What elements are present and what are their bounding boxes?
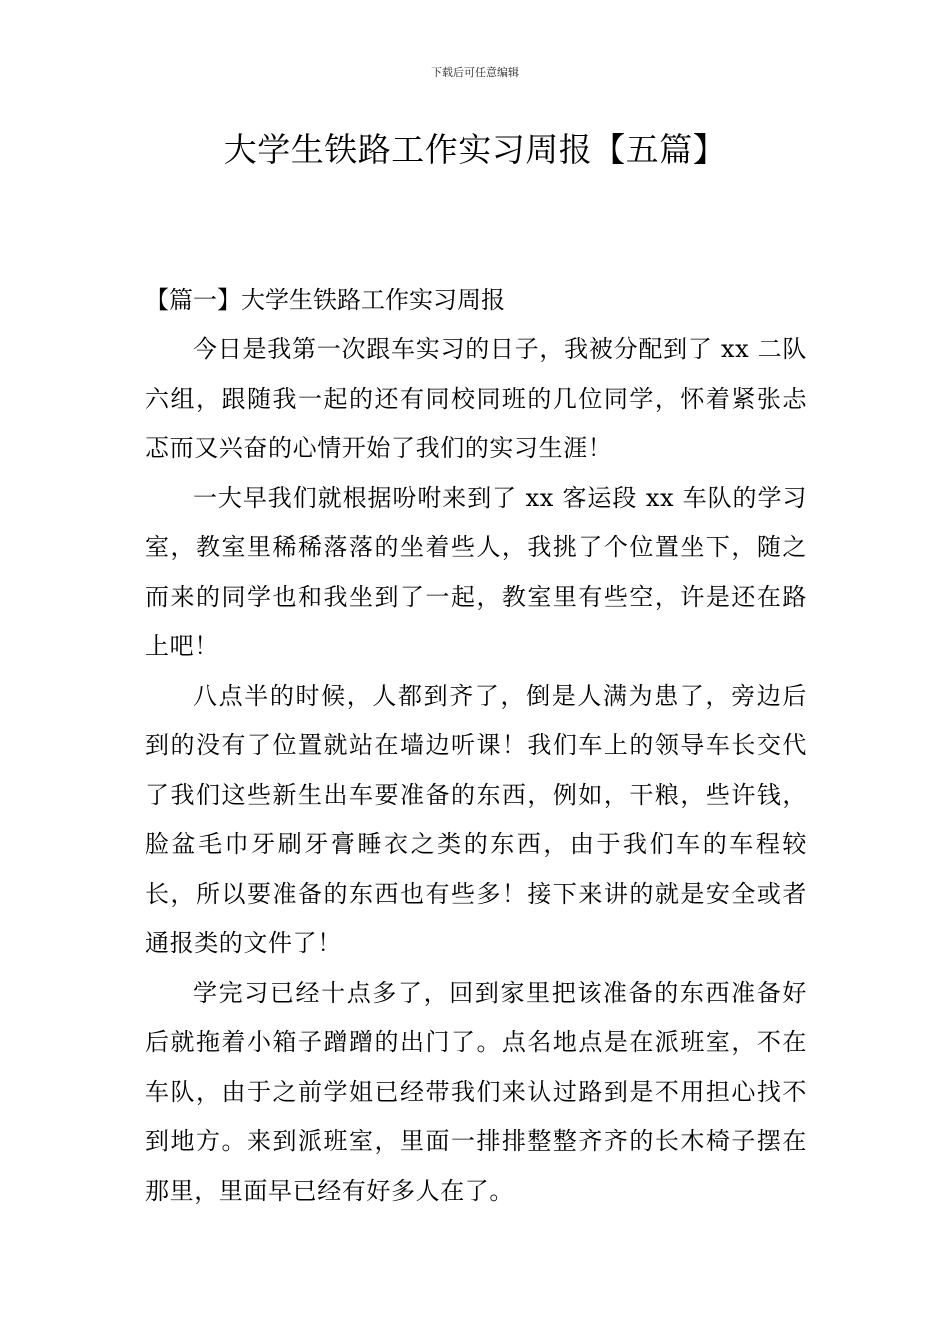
document-body — [145, 276, 807, 1216]
paragraph-3: 八点半的时候，人都到齐了，倒是人满为患了，旁边后到的没有了位置就站在墙边听课！我们车上的领导车长交代了我们这些新生出车要准备的东西，例如，干粮，些许钱，脸盆毛巾牙刷牙膏睡衣之类的东西，由于我们车的车程较长，所以要准备的东西也有些多！接下来讲的就是安全或者通报类的文件了！ — [145, 681, 807, 957]
paragraph-1: 今日是我第一次跟车实习的日子，我被分配到了 xx 二队六组，跟随我一起的还有同校同班的几位同学，怀着紧张忐忑而又兴奋的心情开始了我们的实习生涯！ — [145, 335, 807, 462]
header-note: 下载后可任意编辑 — [431, 66, 519, 79]
section-heading: 【篇一】大学生铁路工作实习周报 — [145, 286, 505, 314]
paragraph-4: 学完习已经十点多了，回到家里把该准备的东西准备好后就拖着小箱子蹭蹭的出门了。点名地点是在派班室，不在车队，由于之前学姐已经带我们来认过路到是不用担心找不到地方。来到派班室，里面一排排整整齐齐的长木椅子摆在那里，里面早已经有好多人在了。 — [145, 978, 807, 1205]
paragraph-2: 一大早我们就根据吩咐来到了 xx 客运段 xx 车队的学习室，教室里稀稀落落的坐着些人，我挑了个位置坐下，随之而来的同学也和我坐到了一起，教室里有些空，许是还在路上吧！ — [145, 483, 807, 660]
document-title: 大学生铁路工作实习周报【五篇】 — [223, 130, 727, 169]
